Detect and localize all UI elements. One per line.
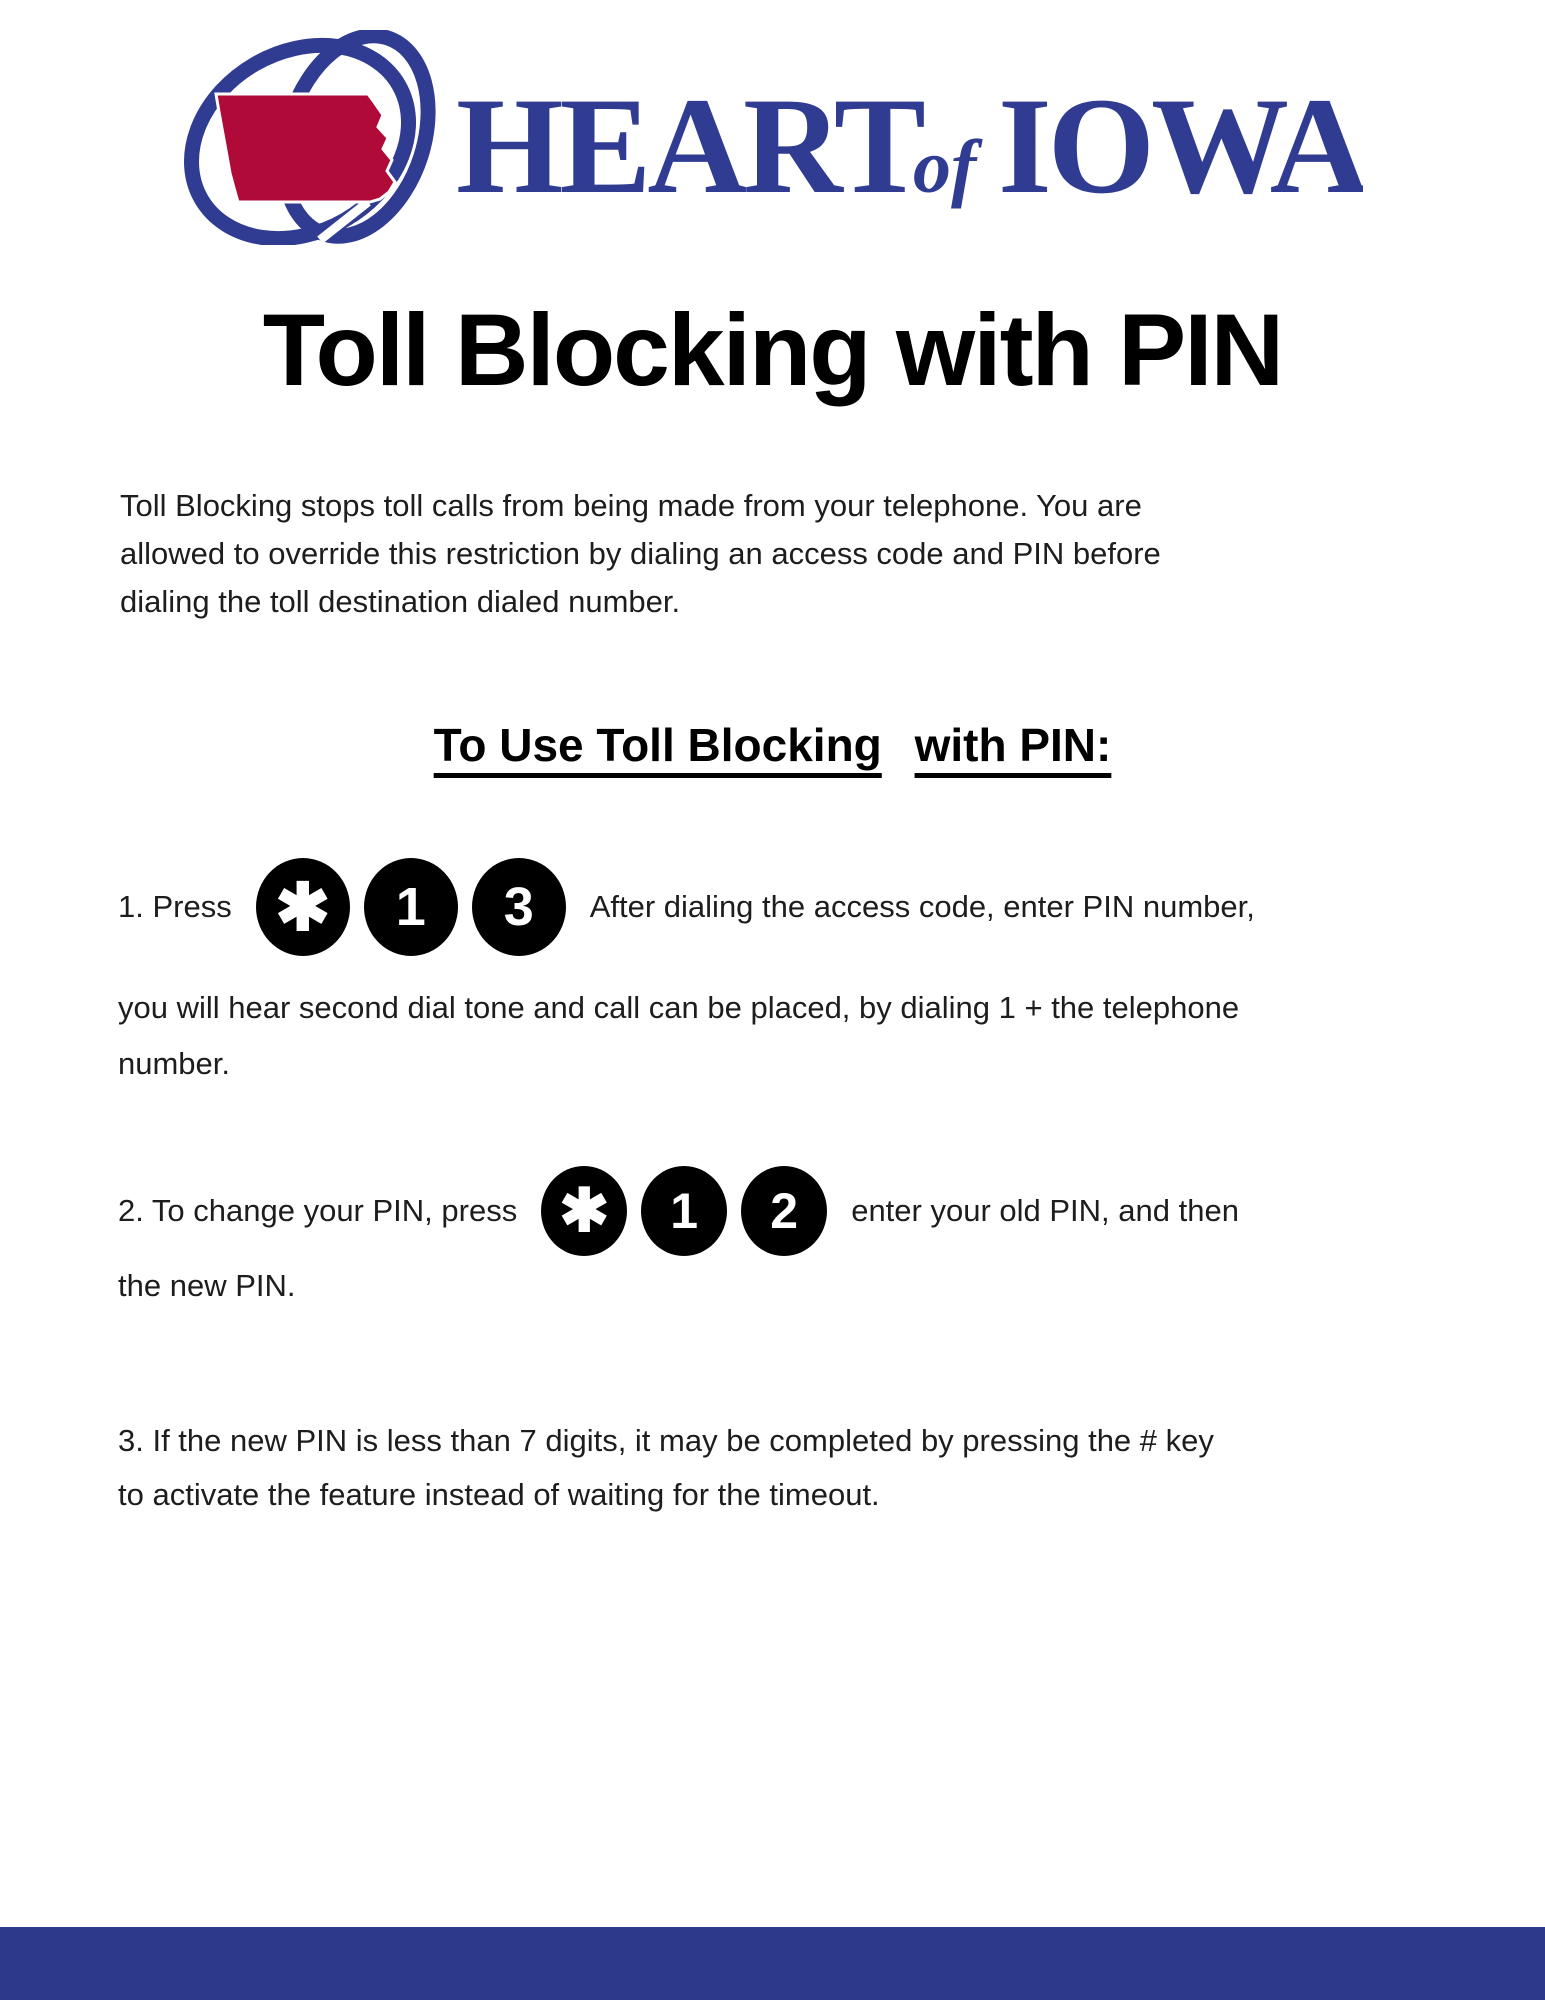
page-title: Toll Blocking with PIN [262,293,1283,407]
section-heading [0,718,1545,772]
intro-line: dialing the toll destination dialed number. [120,584,681,619]
heart-of-iowa-logo [178,30,1363,250]
section-heading-part1: To Use Toll Blocking [433,719,882,771]
key-3-icon: 3 [472,858,566,956]
step-2-prefix: 2. To change your PIN, press [118,1193,518,1228]
footer-bar [0,1927,1545,2000]
intro-line: allowed to override this restriction by dialing an access code and PIN before [120,536,1161,571]
step-1-suffix: After dialing the access code, enter PIN number, [589,889,1255,924]
step-3-paragraph [118,1414,1214,1522]
key-star-icon: ✱ [256,858,350,956]
key-1-icon: 1 [364,858,458,956]
step-1-line: you will hear second dial tone and call can be placed, by dialing 1 + the telephone [118,990,1240,1025]
logo-word-of: of [913,125,977,209]
key-star-icon: ✱ [541,1166,627,1256]
step-1-row [118,858,1255,956]
logo-word-heart: HEART [456,69,922,222]
intro-line: Toll Blocking stops toll calls from being made from your telephone. You are [120,488,1142,523]
heart-of-iowa-logo-icon [178,30,1363,245]
step-1-keypad [256,858,566,956]
step-1-prefix: 1. Press [118,889,232,924]
step-2-suffix: enter your old PIN, and then [851,1193,1239,1228]
key-2-icon: 2 [741,1166,827,1256]
section-heading-part2: with PIN: [914,719,1112,771]
step-2-line2: the new PIN. [118,1268,296,1303]
iowa-state-icon [216,94,395,202]
step-2-keypad [541,1166,827,1256]
step-1-continuation [118,980,1239,1092]
step-3-line: to activate the feature instead of waiting for the timeout. [118,1477,880,1512]
step-3-line: 3. If the new PIN is less than 7 digits, it may be completed by pressing the # key [118,1423,1214,1458]
intro-paragraph [120,482,1161,626]
step-1-line: number. [118,1046,231,1081]
step-2-row [118,1166,1239,1256]
logo-word-iowa: IOWA [998,69,1363,222]
key-1-icon: 1 [641,1166,727,1256]
